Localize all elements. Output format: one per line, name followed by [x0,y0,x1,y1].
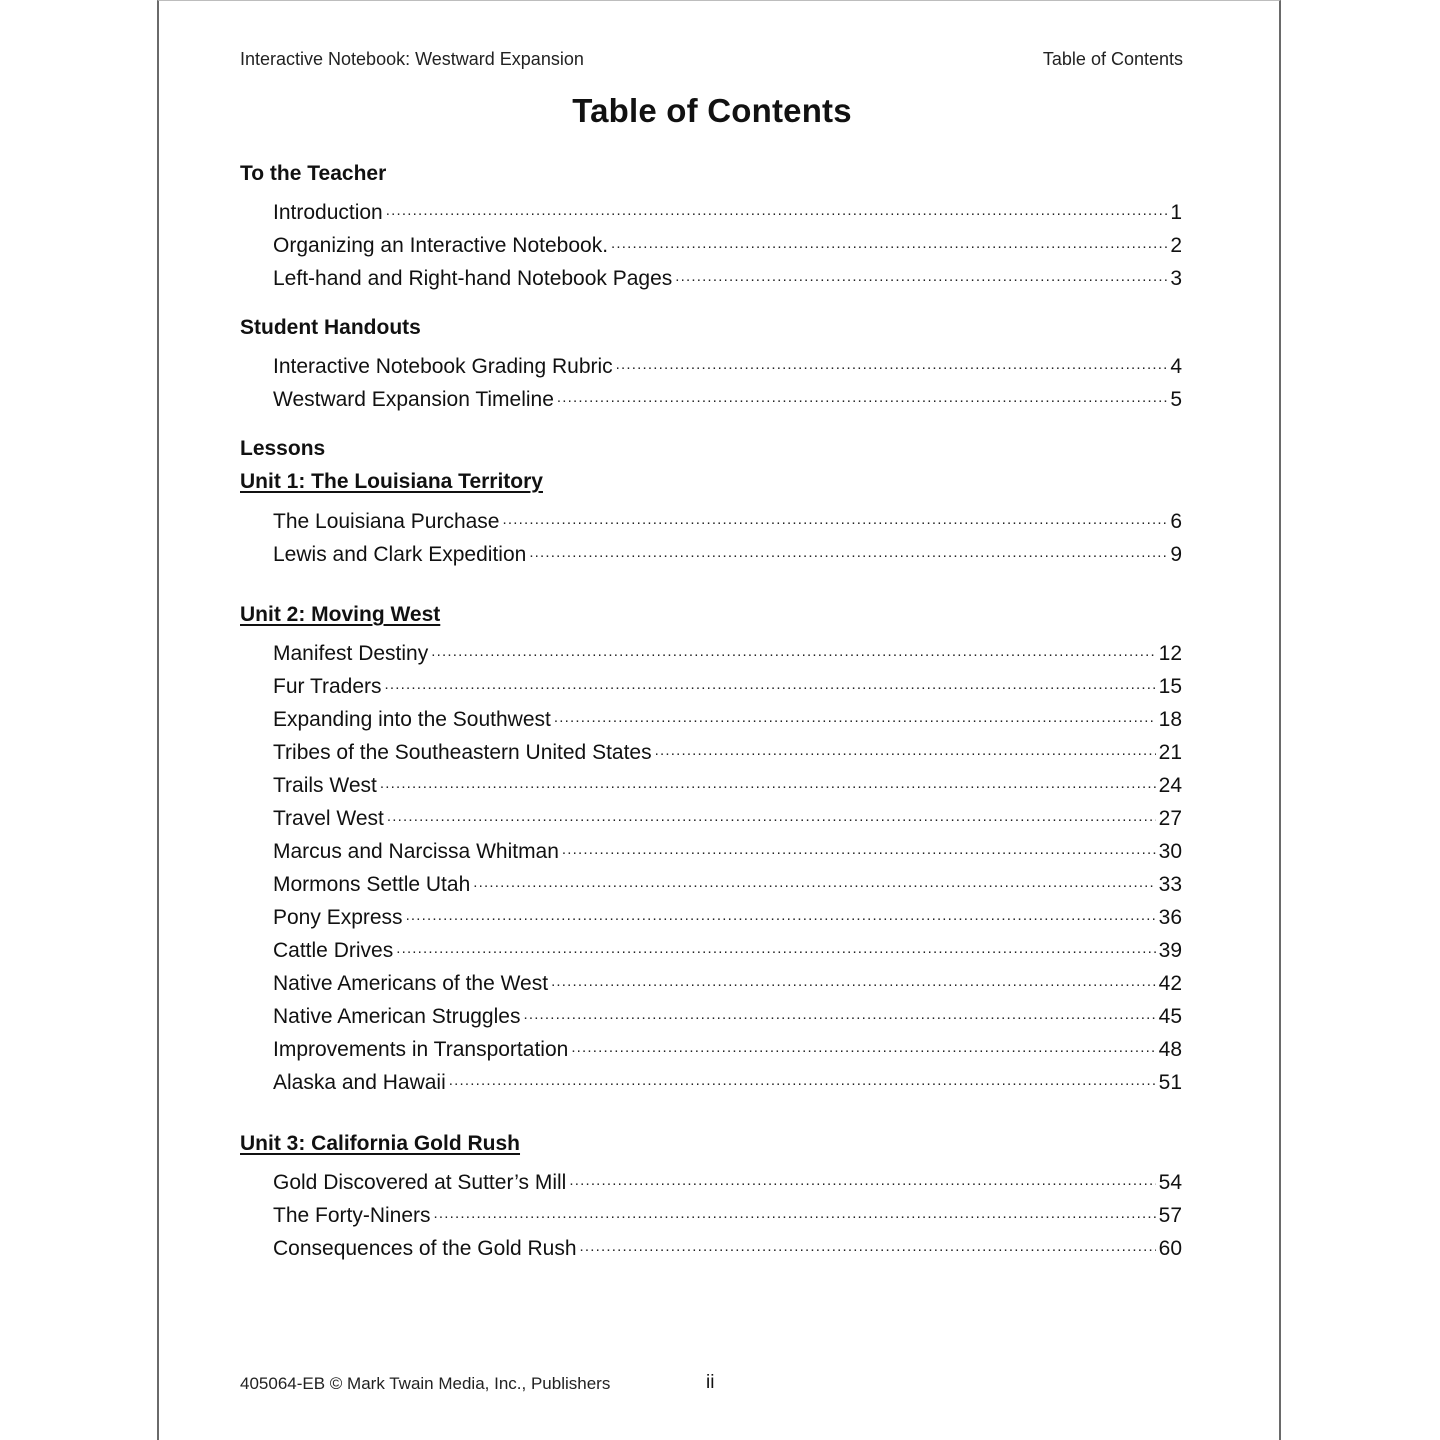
toc-entry-page: 27 [1158,807,1182,830]
toc-entry-label: The Louisiana Purchase [273,510,500,533]
toc-entry-page: 12 [1158,642,1182,665]
toc-entry[interactable] [273,636,1182,666]
toc-entry-label: Improvements in Transportation [273,1038,569,1061]
toc-entry[interactable] [273,933,1182,963]
toc-entry-label: Travel West [273,807,384,830]
toc-entry[interactable] [273,867,1182,897]
toc-entry[interactable] [273,261,1182,291]
dot-leader [580,1231,1156,1255]
toc-entry-page: 51 [1158,1071,1182,1094]
toc-entry-page: 18 [1158,708,1182,731]
toc-entry-page: 1 [1170,201,1182,224]
section-heading-handouts: Student Handouts [240,316,421,339]
toc-entry-page: 30 [1158,840,1182,863]
dot-leader [611,228,1167,252]
page-number: ii [706,1372,715,1393]
dot-leader [431,636,1155,660]
toc-entry[interactable] [273,966,1182,996]
toc-entry-page: 54 [1158,1171,1182,1194]
toc-entry-label: Mormons Settle Utah [273,873,471,896]
toc-entry-page: 6 [1170,510,1182,533]
toc-entry-page: 33 [1158,873,1182,896]
dot-leader [557,382,1167,406]
dot-leader [675,261,1167,285]
dot-leader [387,801,1156,825]
dot-leader [380,768,1156,792]
toc-entry-page: 4 [1170,355,1182,378]
toc-entry[interactable] [273,382,1182,412]
toc-entry[interactable] [273,537,1182,567]
toc-entry-label: Introduction [273,201,383,224]
toc-entry-page: 24 [1158,774,1182,797]
toc-entry[interactable] [273,228,1182,258]
toc-entry[interactable] [273,735,1182,765]
dot-leader [473,867,1155,891]
dot-leader [385,669,1156,693]
toc-entry[interactable] [273,1231,1182,1261]
toc-entry[interactable] [273,1065,1182,1095]
toc-entry-page: 42 [1158,972,1182,995]
dot-leader [523,999,1155,1023]
running-header [240,49,1183,70]
dot-leader [554,702,1156,726]
toc-entry-label: Native American Struggles [273,1005,521,1028]
dot-leader [502,504,1167,528]
toc-entry[interactable] [273,702,1182,732]
toc-entry-label: Organizing an Interactive Notebook. [273,234,609,257]
dot-leader [406,900,1156,924]
toc-entry-label: Pony Express [273,906,403,929]
dot-leader [551,966,1156,990]
toc-entry-label: The Forty-Niners [273,1204,431,1227]
toc-entry-label: Cattle Drives [273,939,394,962]
unit-heading-2[interactable]: Unit 2: Moving West [240,603,441,626]
header-book-title: Interactive Notebook: Westward Expansion [240,49,584,69]
toc-entry[interactable] [273,900,1182,930]
toc-entry[interactable] [273,1032,1182,1062]
unit-heading-3[interactable]: Unit 3: California Gold Rush [240,1132,521,1155]
dot-leader [569,1165,1155,1189]
toc-entry-label: Trails West [273,774,377,797]
section-heading-teacher: To the Teacher [240,162,387,185]
toc-entry-page: 48 [1158,1038,1182,1061]
dot-leader [655,735,1156,759]
toc-entry[interactable] [273,999,1182,1029]
unit-heading-1[interactable]: Unit 1: The Louisiana Territory [240,470,543,493]
page-title: Table of Contents [572,92,852,129]
toc-entry-page: 60 [1158,1237,1182,1260]
dot-leader [396,933,1155,957]
toc-entry[interactable] [273,504,1182,534]
toc-entry-page: 3 [1170,267,1182,290]
toc-entry-label: Manifest Destiny [273,642,429,665]
dot-leader [529,537,1167,561]
toc-entry-label: Gold Discovered at Sutter’s Mill [273,1171,567,1194]
toc-entry-page: 15 [1158,675,1182,698]
toc-entry[interactable] [273,349,1182,379]
toc-entry[interactable] [273,669,1182,699]
toc-entry[interactable] [273,1165,1182,1195]
toc-entry-label: Native Americans of the West [273,972,549,995]
dot-leader [562,834,1156,858]
dot-leader [434,1198,1156,1222]
dot-leader [386,195,1168,219]
toc-entry-page: 5 [1170,388,1182,411]
toc-entry-label: Westward Expansion Timeline [273,388,554,411]
dot-leader [449,1065,1156,1089]
publisher-footer: 405064-EB © Mark Twain Media, Inc., Publishers [240,1374,611,1393]
toc-entry-label: Fur Traders [273,675,382,698]
toc-entry-page: 36 [1158,906,1182,929]
header-section-title: Table of Contents [1042,49,1183,69]
toc-entry-label: Interactive Notebook Grading Rubric [273,355,613,378]
toc-entry-page: 57 [1158,1204,1182,1227]
toc-entry-label: Lewis and Clark Expedition [273,543,527,566]
toc-entry-page: 9 [1170,543,1182,566]
toc-entry-label: Tribes of the Southeastern United States [273,741,652,764]
toc-entry-page: 2 [1170,234,1182,257]
toc-entry-page: 21 [1158,741,1182,764]
section-heading-lessons: Lessons [240,437,326,460]
toc-entry[interactable] [273,195,1182,225]
toc-entry-page: 39 [1158,939,1182,962]
toc-entry-page: 45 [1158,1005,1182,1028]
toc-entry[interactable] [273,768,1182,798]
toc-entry-label: Marcus and Narcissa Whitman [273,840,559,863]
toc-entry[interactable] [273,1198,1182,1228]
toc-entry[interactable] [273,801,1182,831]
toc-entry-label: Left-hand and Right-hand Notebook Pages [273,267,673,290]
toc-entry-label: Alaska and Hawaii [273,1071,446,1094]
dot-leader [571,1032,1155,1056]
toc-entry-label: Expanding into the Southwest [273,708,551,731]
toc-entry-label: Consequences of the Gold Rush [273,1237,577,1260]
toc-entry[interactable] [273,834,1182,864]
dot-leader [616,349,1168,373]
